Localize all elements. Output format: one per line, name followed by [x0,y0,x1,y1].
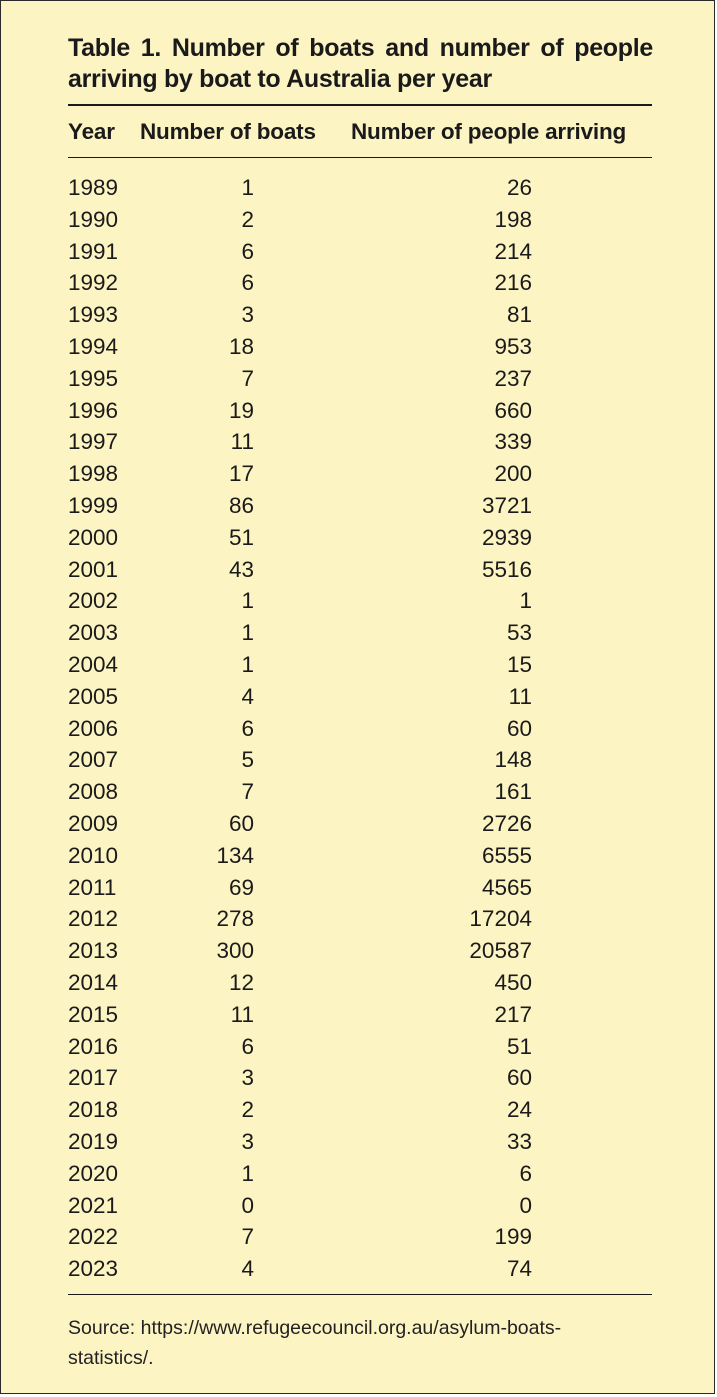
cell-year: 2002 [68,588,119,614]
cell-year: 1996 [68,397,119,423]
cell-people: 26 [506,175,532,200]
cell-year: 2003 [68,620,119,646]
cell-boats: 1 [241,651,254,677]
table-row [68,172,653,204]
source-note: Source: https://www.refugeecouncil.org.au/asylum-boats-statistics/. [68,1317,562,1369]
cell-people: 17204 [469,906,532,932]
cell-people: 6555 [481,842,532,868]
cell-people: 1 [519,588,532,614]
cell-people: 214 [494,238,532,264]
cell-boats: 51 [228,524,254,550]
cell-year: 2006 [68,715,119,741]
cell-people: 199 [494,1224,532,1250]
cell-year: 1998 [68,461,119,487]
cell-people: 200 [494,461,532,487]
cell-year: 1991 [68,238,119,264]
table-row [68,1126,653,1158]
table-row [68,649,653,681]
table-title: Table 1. Number of boats and number of people arriving by boat to Australia per year [68,34,653,93]
table-row [68,1253,653,1285]
cell-boats: 11 [230,1001,254,1027]
cell-boats: 60 [228,810,254,836]
cell-boats: 134 [216,842,254,868]
table-row [68,1190,653,1222]
cell-year: 2020 [68,1160,119,1186]
cell-year: 2013 [68,938,119,964]
cell-year: 2022 [68,1224,119,1250]
cell-people: 60 [506,1065,532,1091]
cell-year: 2011 [68,874,117,900]
cell-people: 237 [494,365,532,391]
cell-year: 2015 [68,1001,119,1027]
cell-people: 953 [494,333,532,359]
cell-year: 2000 [68,524,119,550]
column-header-boats: Number of boats [140,119,316,144]
cell-boats: 11 [230,429,254,455]
table-row [68,935,653,967]
cell-year: 1992 [68,270,119,296]
cell-year: 2012 [68,906,119,932]
table-row [68,426,653,458]
cell-boats: 5 [241,747,254,773]
cell-people: 216 [494,270,532,296]
cell-people: 148 [494,747,532,773]
table-row [68,363,653,395]
cell-boats: 17 [228,461,254,487]
cell-boats: 1 [241,1160,254,1186]
table-row [68,776,653,808]
table-row [68,236,653,268]
table-row [68,395,653,427]
cell-boats: 1 [241,175,254,200]
cell-boats: 18 [228,333,254,359]
cell-year: 2019 [68,1128,119,1154]
cell-year: 2005 [68,683,119,709]
table-row [68,267,653,299]
cell-people: 6 [519,1160,532,1186]
cell-boats: 7 [241,1224,254,1250]
cell-people: 74 [506,1256,532,1282]
cell-people: 217 [494,1001,532,1027]
cell-boats: 3 [241,1128,254,1154]
table-row [68,1062,653,1094]
cell-boats: 69 [228,874,254,900]
cell-year: 2007 [68,747,119,773]
table-row [68,1094,653,1126]
cell-people: 339 [494,429,532,455]
cell-year: 1990 [68,206,119,232]
cell-people: 5516 [481,556,532,582]
table-row [68,458,653,490]
table-row [68,331,653,363]
cell-year: 1997 [68,429,119,455]
cell-boats: 7 [241,365,254,391]
cell-year: 1993 [68,302,119,328]
cell-year: 2009 [68,810,119,836]
column-header-year: Year [68,119,115,144]
cell-boats: 4 [241,1256,254,1282]
bottom-rule [68,1294,652,1295]
cell-year: 2016 [68,1033,119,1059]
cell-boats: 2 [241,206,254,232]
table-row [68,299,653,331]
cell-boats: 4 [241,683,254,709]
table-row [68,522,653,554]
table-body [68,172,653,1285]
cell-people: 161 [494,779,532,805]
cell-boats: 2 [241,1097,254,1123]
cell-people: 24 [506,1097,532,1123]
table-row [68,713,653,745]
cell-year: 1995 [68,365,119,391]
table-row [68,554,653,586]
cell-year: 1994 [68,333,119,359]
header-rule [68,157,652,158]
cell-people: 450 [494,969,532,995]
cell-people: 20587 [469,938,532,964]
cell-boats: 86 [228,492,254,518]
cell-year: 2023 [68,1256,119,1282]
table-row [68,1221,653,1253]
table-row [68,585,653,617]
cell-year: 2018 [68,1097,119,1123]
cell-boats: 0 [241,1192,254,1218]
cell-people: 53 [506,620,532,646]
cell-boats: 1 [241,620,254,646]
cell-people: 4565 [481,874,532,900]
table-row [68,1158,653,1190]
cell-people: 660 [494,397,532,423]
table-row [68,681,653,713]
cell-year: 2008 [68,779,119,805]
cell-boats: 6 [241,715,254,741]
table-row [68,967,653,999]
cell-people: 3721 [481,492,532,518]
cell-boats: 1 [241,588,254,614]
table-row [68,744,653,776]
table-row [68,808,653,840]
cell-people: 51 [506,1033,532,1059]
table-row [68,903,653,935]
cell-year: 2017 [68,1065,119,1091]
table-row [68,204,653,236]
cell-people: 198 [494,206,532,232]
top-rule [68,104,652,106]
table-row [68,872,653,904]
cell-year: 1999 [68,492,119,518]
cell-year: 1989 [68,175,119,200]
cell-year: 2014 [68,969,119,995]
cell-boats: 6 [241,1033,254,1059]
cell-boats: 278 [216,906,254,932]
cell-boats: 7 [241,779,254,805]
cell-year: 2021 [68,1192,119,1218]
cell-boats: 6 [241,270,254,296]
cell-people: 0 [519,1192,532,1218]
cell-boats: 12 [228,969,254,995]
cell-people: 11 [508,683,532,709]
cell-people: 33 [506,1128,532,1154]
table-row [68,840,653,872]
table-row [68,617,653,649]
cell-people: 15 [506,651,532,677]
cell-boats: 3 [241,302,254,328]
cell-boats: 43 [228,556,254,582]
cell-year: 2010 [68,842,119,868]
cell-people: 60 [506,715,532,741]
cell-boats: 300 [216,938,254,964]
column-header-people: Number of people arriving [351,119,627,144]
table-row [68,999,653,1031]
table-row [68,490,653,522]
cell-boats: 19 [228,397,254,423]
cell-people: 2939 [481,524,532,550]
cell-people: 2726 [481,810,532,836]
cell-boats: 6 [241,238,254,264]
cell-year: 2001 [68,556,119,582]
cell-boats: 3 [241,1065,254,1091]
cell-year: 2004 [68,651,119,677]
cell-people: 81 [506,302,532,328]
table-row [68,1031,653,1063]
